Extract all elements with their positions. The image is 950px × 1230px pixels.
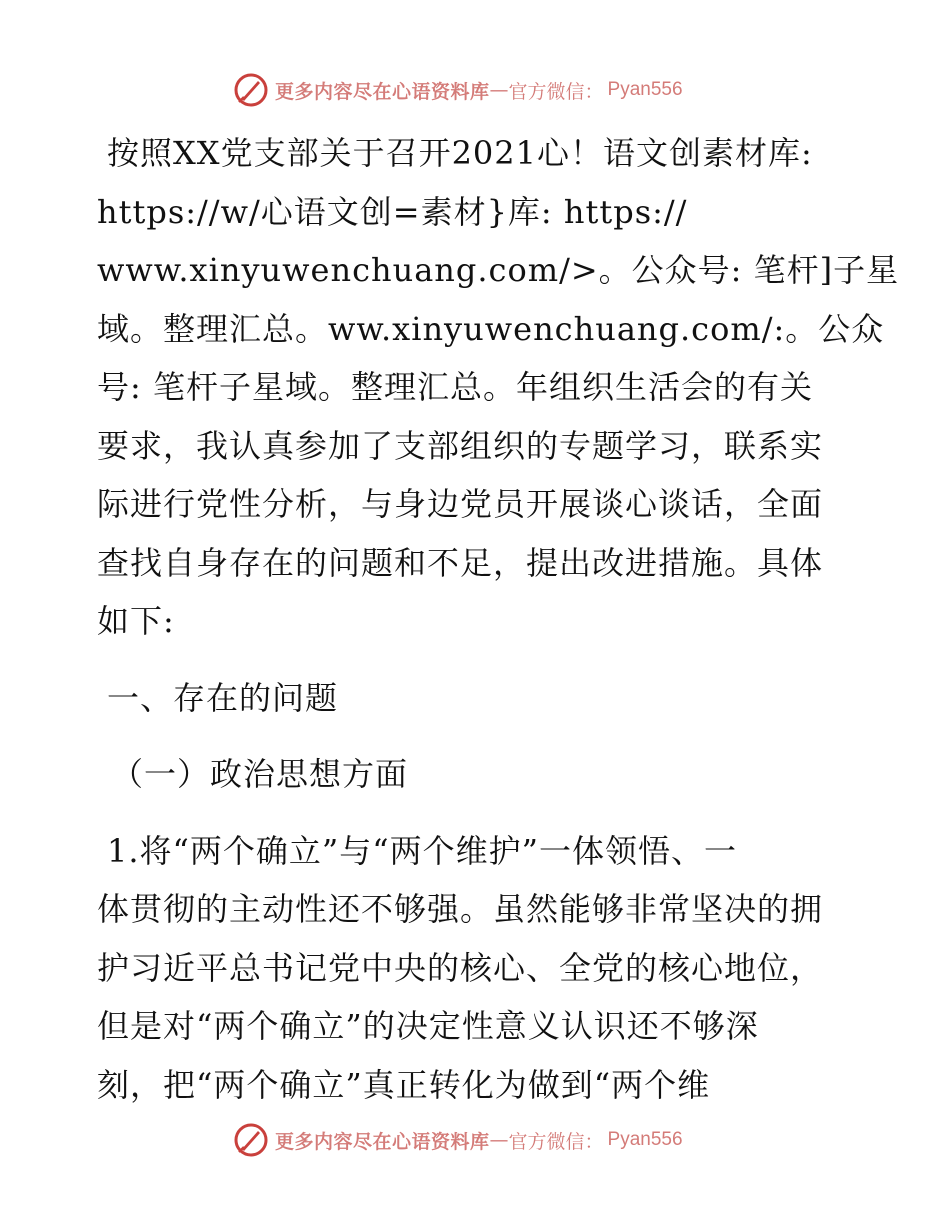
text-line: 如下: xyxy=(97,602,175,640)
text-line: https://w/心语文创=素材}库: https:// xyxy=(97,192,688,231)
banner-brand: 更多内容尽在心语资料库 xyxy=(275,80,490,103)
text-line: www.xinyuwenchuang.com/>。公众号: 笔杆]子星 xyxy=(97,251,900,289)
section-heading: 一、存在的问题 xyxy=(107,678,339,717)
banner-wechat-id: Pyan556 xyxy=(607,1129,683,1150)
text-line: 域。整理汇总。ww.xinyuwenchuang.com/:。公众 xyxy=(97,309,885,348)
text-line: 护习近平总书记党中央的核心、全党的核心地位， xyxy=(97,948,824,987)
text-line: 号: 笔杆子星域。整理汇总。年组织生活会的有关 xyxy=(97,368,813,406)
quill-circle-icon xyxy=(233,72,269,108)
quill-circle-icon xyxy=(233,1122,269,1158)
banner-colon: ： xyxy=(584,80,604,103)
point-paragraph xyxy=(97,822,857,1115)
banner-label: 官方微信 xyxy=(508,1130,585,1153)
text-line: 按照XX党支部关于召开2021心！语文创素材库: xyxy=(107,134,813,172)
text-line: 要求，我认真参加了支部组织的专题学习，联系实 xyxy=(97,426,824,465)
banner-wechat-id: Pyan556 xyxy=(607,79,683,100)
text-line: 查找自身存在的问题和不足，提出改进措施。具体 xyxy=(97,543,824,582)
subsection-heading: （一）政治思想方面 xyxy=(111,755,409,793)
banner-separator: — xyxy=(489,1129,509,1151)
text-line: 但是对“两个确立”的决定性意义认识还不够深 xyxy=(97,1007,759,1045)
text-line: 体贯彻的主动性还不够强。虽然能够非常坚决的拥 xyxy=(97,890,824,928)
document-body xyxy=(97,124,900,1114)
banner-colon: ： xyxy=(584,1130,604,1153)
footer-watermark xyxy=(233,1122,683,1158)
intro-paragraph xyxy=(97,124,900,651)
banner-brand: 更多内容尽在心语资料库 xyxy=(275,1130,490,1153)
text-line: 际进行党性分析，与身边党员开展谈心谈话，全面 xyxy=(97,485,824,523)
banner-separator: — xyxy=(489,79,509,101)
banner-label: 官方微信 xyxy=(508,80,585,103)
text-line: 刻，把“两个确立”真正转化为做到“两个维 xyxy=(97,1065,711,1104)
text-line: 1.将“两个确立”与“两个维护”一体领悟、一 xyxy=(107,831,737,870)
header-watermark xyxy=(233,72,683,108)
